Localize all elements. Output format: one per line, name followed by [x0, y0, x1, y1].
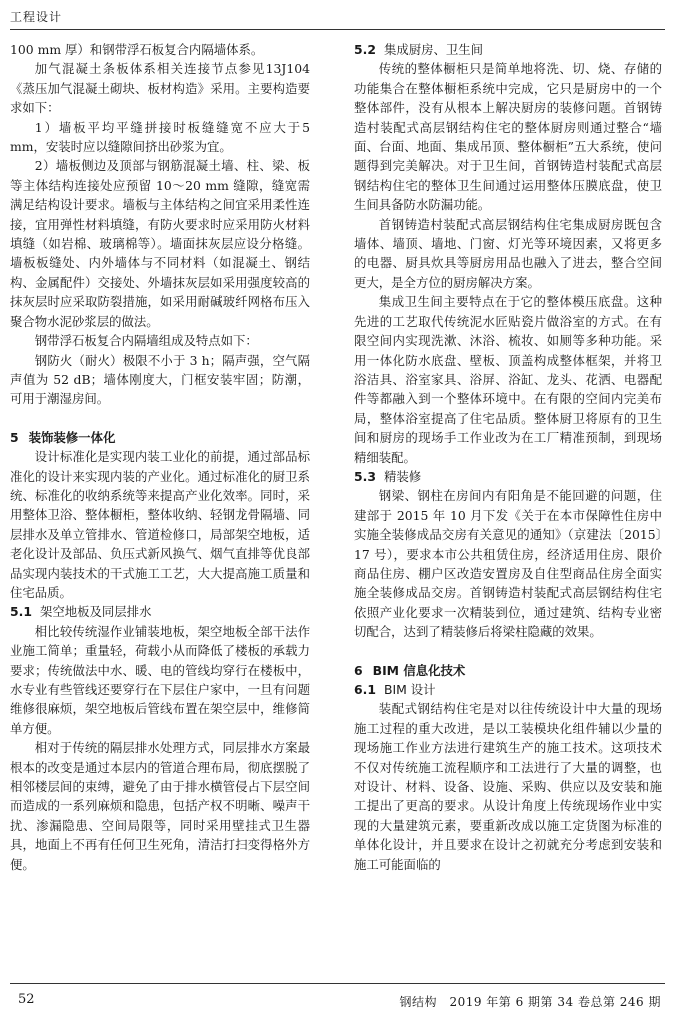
- paragraph: 装配式钢结构住宅是对以往传统设计中大量的现场施工过程的重大改进，是以工装模块化组件辅以少量的现场施工作业方法进行建筑生产的施工技术。这项技术不仅对传统施工流程顺序和工法进行了大量的调整，也对设计、材料、设备、设施、采购、供应以及安装和施工提出了更高的要求。从设计角度上传统现场作业中实现的大量建筑元素，要重新改成以施工定货图为标准的单体化设计，并且要求在设计之初就充分考虑到安装和施工可能面临的: [354, 701, 662, 872]
- page-number: 52: [18, 992, 35, 1007]
- subsection-heading-5-1: [10, 602, 310, 621]
- paragraph: 2）墙板侧边及顶部与钢筋混凝土墙、柱、梁、板等主体结构连接处应预留 10～20 mm 缝隙，缝宽需满足结构设计要求。墙板与主体结构之间宜采用柔性连接，宜用弹性材料填缝，有防火要求时应采用防火材料填缝（如岩棉、玻璃棉等）。墙面抹灰层应设分格缝。墙板板缝处、内外墙体与不同材料（如混凝土、钢结构、金属配件）交接处、外墙抹灰层如采用强度较高的抹灰层时应采取防裂措施，如采用耐碱玻纤网格布压入聚合物水泥砂浆层的做法。: [10, 158, 310, 329]
- section-heading-6: [354, 661, 662, 680]
- paragraph: 100 mm 厚）和钢带浮石板复合内隔墙体系。: [10, 42, 264, 57]
- subsection-title: BIM 设计: [383, 682, 436, 697]
- header-rule: [10, 29, 665, 30]
- paragraph: 集成卫生间主要特点在于它的整体模压底盘。这种先进的工艺取代传统泥水匠贴瓷片做浴室的方式。在有限空间内实现洗漱、沐浴、梳妆、如厕等多种功能。采用一体化防水底盘、壁板、顶盖构成整体框架，并将卫浴洁具、浴室家具、浴屏、浴缸、龙头、花洒、电器配件等都融入到一个整体环境中。在有限的空间内完美布局，整体浴室提高了住宅品质。整体厨卫将原有的卫生间和厨房的现场手工作业改为在工厂精准预制，到现场精细装配。: [354, 294, 662, 465]
- paragraph: 钢梁、钢柱在房间内有阳角是不能回避的问题，住建部于 2015 年 10 月下发《关于在本市保障性住房中实施全装修成品交房有关意见的通知》（京建法〔2015〕17 号），要求本市公共租赁住房，经济适用住房、限价商品住房、棚户区改造安置房及自住型商品住房全面实施全装修成品交房。首钢铸造村装配式高层钢结构住宅依照产业化要求一次精装到位，通过建筑、结构专业密切配合，达到了精装修后将梁柱隐藏的效果。: [354, 488, 662, 640]
- section-number: 6: [354, 662, 363, 678]
- subsection-number: 5.2: [354, 42, 376, 57]
- running-header: 工程设计: [10, 10, 63, 24]
- subsection-number: 5.3: [354, 468, 376, 484]
- subsection-title: 精装修: [383, 468, 422, 484]
- paragraph: 相比较传统湿作业铺装地板，架空地板全部干法作业施工简单；重量轻，荷载小从而降低了楼板的承载力要求；传统做法中水、暖、电的管线均穿行在楼板中，水专业有些管线还要穿行在下层住户家中，一旦有问题维修很麻烦，架空地板后管线布置在架空层中，维修简单方便。: [10, 623, 310, 736]
- section-title: BIM 信息化技术: [372, 662, 466, 678]
- paragraph: 钢防火（耐火）极限不小于 3 h；隔声强，空气隔声值为 52 dB；墙体刚度大，门框安装牢固；防潮，可用于潮湿房间。: [10, 352, 310, 407]
- subsection-heading-5-2: [354, 40, 662, 59]
- footer-rule: [10, 983, 665, 984]
- paragraph: 钢带浮石板复合内隔墙组成及特点如下：: [34, 333, 258, 349]
- paragraph: 1）墙板平均平缝拼接时板缝缝宽不应大于5 mm，安装时应以缝隙间挤出砂浆为宜。: [10, 119, 310, 155]
- section-title: 装饰装修一体化: [28, 429, 116, 445]
- right-column: [354, 40, 662, 874]
- subsection-number: 5.1: [10, 604, 32, 620]
- journal-info: 钢结构 2019 年第 6 期第 34 卷总第 246 期: [399, 995, 661, 1009]
- paragraph: 首钢铸造村装配式高层钢结构住宅集成厨房既包含墙体、墙顶、墙地、门窗、灯光等环境因素，又将更多的电器、厨具炊具等厨房用品也融入了进去，整合空间更大，是全方位的厨房解决方案。: [354, 216, 662, 290]
- subsection-heading-5-3: [354, 467, 662, 486]
- subsection-title: 集成厨房、卫生间: [383, 42, 484, 57]
- section-number: 5: [10, 429, 19, 445]
- subsection-title: 架空地板及同层排水: [39, 604, 152, 620]
- subsection-number: 6.1: [354, 682, 376, 697]
- subsection-heading-6-1: [354, 680, 662, 699]
- paragraph: 加气混凝土条板体系相关连接节点参见13J104《蒸压加气混凝土砌块、板材构造》采用。主要构造要求如下：: [10, 61, 310, 116]
- left-column: [10, 40, 310, 874]
- paragraph: 设计标准化是实现内装工业化的前提，通过部品标准化的设计来实现内装的产业化。通过标准化的厨卫系统、标准化的收纳系统等来提高产业化效率。同时，采用整体卫浴、整体橱柜，整体收纳、轻钢龙骨隔墙、同层排水及单立管排水、管道检修口，局部架空地板，适老化设计及部品、负压式新风换气、烟气直排等优良部品实现内装技术的干式施工工艺，大大提高施工质量和住宅品质。: [10, 449, 310, 600]
- paragraph: 相对于传统的隔层排水处理方式，同层排水方案最根本的改变是通过本层内的管道合理布局，彻底摆脱了相邻楼层间的束缚，避免了由于排水横管侵占下层空间而造成的一系列麻烦和隐患，包括产权不明晰、噪声干扰、渗漏隐患、空间局限等，同时采用壁挂式卫生器具，地面上不再有任何卫生死角，清洁打扫变得格外方便。: [10, 740, 310, 872]
- paragraph: 传统的整体橱柜只是简单地将洗、切、烧、存储的功能集合在整体橱柜系统中完成，它只是厨房中的一个整体部件，没有从根本上解决厨房的装修问题。首钢铸造村装配式高层钢结构住宅的整体厨房则通过整合“墙面、台面、地面、集成吊顶、整体橱柜”五大系统，使问题得到完美解决。对于卫生间，首钢铸造村装配式高层钢结构住宅的整体卫生间通过运用整体压膜底盘，使卫生间具备防水防漏功能。: [354, 61, 662, 213]
- section-heading-5: [10, 428, 310, 447]
